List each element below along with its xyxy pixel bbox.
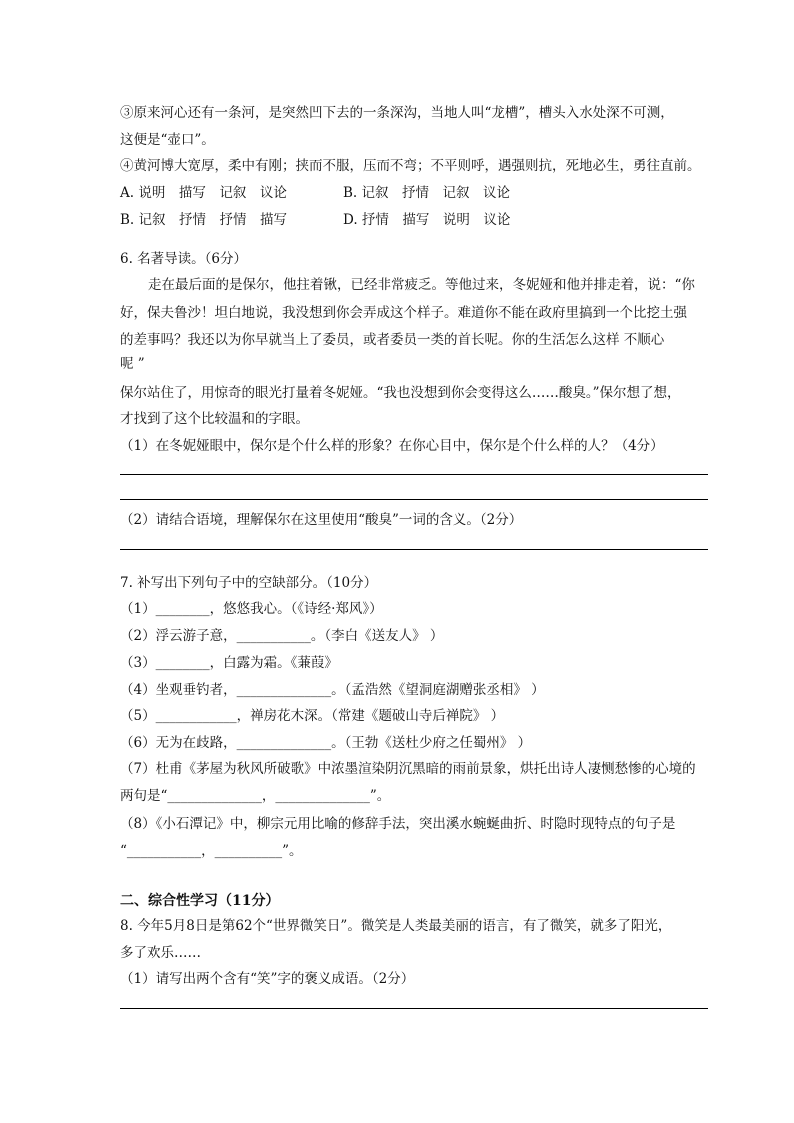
- q5-option-b: B. 记叙 抒情 记叙 议论: [343, 185, 511, 201]
- q7-line-4: （4）坐观垂钓者，______________。（孟浩然《望洞庭湖赠张丞相》 ）: [120, 682, 545, 698]
- q7-line-1: （1）________，悠悠我心。（《诗经·郑风》）: [120, 601, 383, 617]
- q7-line-6: （6）无为在歧路，______________。（王勃《送杜少府之任蜀州》 ）: [120, 735, 532, 751]
- section-heading: 二、综合性学习（11分）: [120, 893, 280, 909]
- q7-title: 7. 补写出下列句子中的空缺部分。（10分）: [120, 575, 378, 591]
- answer-line: [120, 549, 708, 550]
- q5-item3-line1: ③原来河心还有一条河，是突然凹下去的一条深沟，当地人叫“龙槽”，槽头入水处深不可测，: [120, 105, 674, 121]
- q6-sub1: （1）在冬妮娅眼中，保尔是个什么样的形象？在你心目中，保尔是个什么样的人？（4分）: [120, 438, 664, 454]
- q5-option-d: D. 抒情 描写 说明 议论: [343, 212, 511, 228]
- q7-line-7: （7）杜甫《茅屋为秋风所破歌》中浓墨渲染阴沉黑暗的雨前景象，烘托出诗人凄恻愁惨的心境的: [120, 761, 696, 777]
- q8-line-2: 多了欢乐……: [120, 945, 201, 961]
- q5-option-a: A. 说明 描写 记叙 议论: [120, 185, 287, 201]
- answer-line: [120, 499, 708, 500]
- q8-line-1: 8. 今年5月8日是第62个“世界微笑日”。微笑是人类最美丽的语言，有了微笑，就多了阳光，: [120, 918, 672, 934]
- q6-passage-line-6: 才找到了这个比较温和的字眼。: [120, 411, 309, 427]
- q6-passage-line-1: 走在最后面的是保尔，他拄着锹，已经非常疲乏。等他过来，冬妮娅和他并排走着，说：“你: [148, 277, 695, 293]
- q6-passage-line-2: 好，保夫鲁沙！坦白地说，我没想到你会弄成这个样子。难道你不能在政府里搞到一个比挖土强: [120, 305, 687, 321]
- q7-line-10: “___________，__________”。: [120, 843, 303, 859]
- q6-passage-line-3: 的差事吗？我还以为你早就当上了委员，或者委员一类的首长呢。你的生活怎么这样 不顺心: [120, 332, 665, 348]
- q5-item3-line2: 这便是“壶口”。: [120, 132, 215, 148]
- q6-passage-line-4: 呢 ”: [120, 356, 145, 372]
- q6-title: 6. 名著导读。（6分）: [120, 251, 248, 267]
- q7-line-5: （5）____________，禅房花木深。（常建《题破山寺后禅院》 ）: [120, 708, 505, 724]
- q7-line-8: 两句是“______________，______________”。: [120, 788, 391, 804]
- answer-line: [120, 474, 708, 475]
- q5-item4: ④黄河博大宽厚，柔中有刚；挟而不服，压而不弯；不平则呼，遇强则抗，死地必生，勇往直前。: [120, 158, 701, 174]
- q5-option-b2: B. 记叙 抒情 抒情 描写: [120, 212, 288, 228]
- q6-passage-line-5: 保尔站住了，用惊奇的眼光打量着冬妮娅。“我也没想到你会变得这么……酸臭。”保尔想了想，: [120, 385, 681, 401]
- q7-line-2: （2）浮云游子意，___________。（李白《送友人》 ）: [120, 628, 444, 644]
- q7-line-9: （8）《小石潭记》中，柳宗元用比喻的修辞手法，突出溪水蜿蜒曲折、时隐时现特点的句子是: [120, 816, 676, 832]
- q6-sub2: （2）请结合语境，理解保尔在这里使用“酸臭”一词的含义。（2分）: [120, 512, 523, 528]
- answer-line: [120, 1008, 708, 1009]
- q7-line-3: （3）________，白露为霜。《蒹葭》: [120, 655, 338, 671]
- q8-sub1: （1）请写出两个含有“笑”字的褒义成语。（2分）: [120, 971, 415, 987]
